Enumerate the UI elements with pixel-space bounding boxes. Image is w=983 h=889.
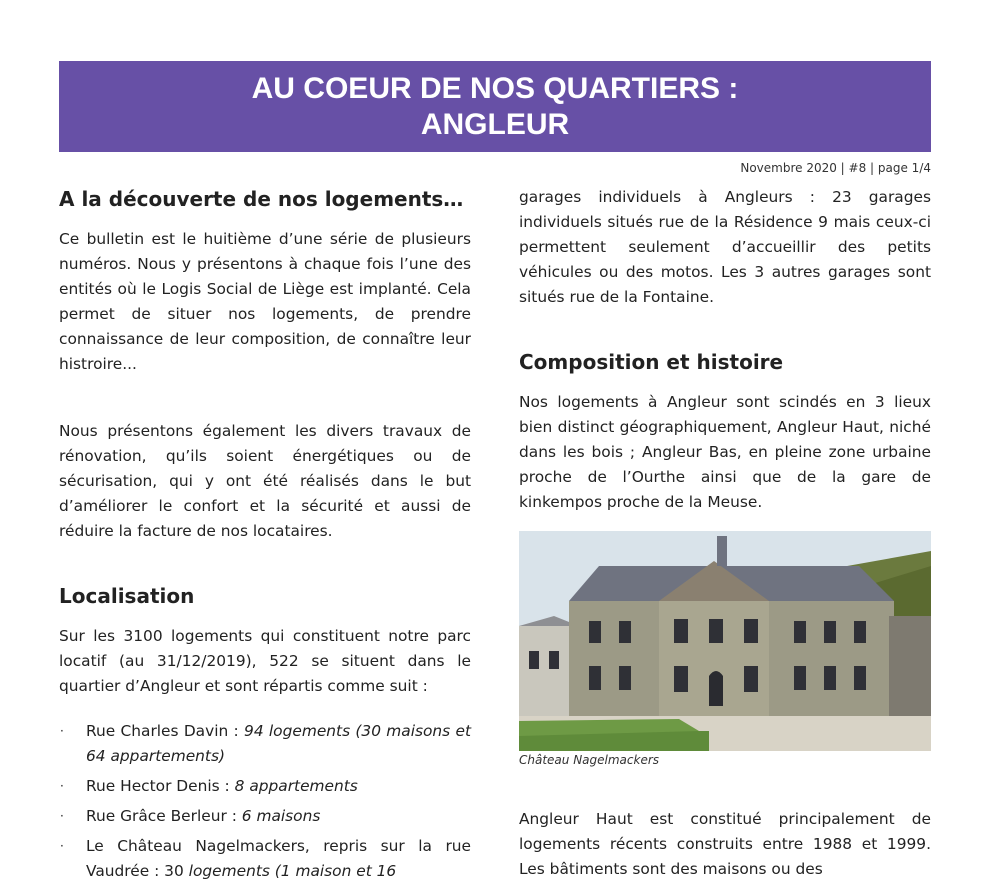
address-list <box>59 719 471 884</box>
issue-meta: Novembre 2020 | #8 | page 1/4 <box>740 161 931 175</box>
list-item: · Le Château Nagelmackers, repris sur la rue Vaudrée : 30 logements (1 maison et 16 <box>60 837 471 880</box>
intro-paragraph-2: Nous présentons également les divers travaux de rénovation, qu’ils soient énergétiques ou de sécurisation, qui y ont été réalisés dans le but d’améliorer le confort et la sécurité et aussi de réduire la facture de nos locataires. <box>59 422 471 540</box>
heading-composition: Composition et histoire <box>519 350 784 374</box>
right-column <box>519 185 931 882</box>
list-item: · Rue Hector Denis : 8 appartements <box>60 777 358 795</box>
intro-paragraph-1: Ce bulletin est le huitième d’une série de plusieurs numéros. Nous y présentons à chaque fois l’une des entités où le Logis Social de Liège est implanté. Cela permet de situer nos logements, de prendre connaissance de leur composition, de connaître leur histroire... <box>59 230 471 373</box>
chateau-photo <box>519 531 931 751</box>
garages-paragraph: garages individuels à Angleurs : 23 garages individuels situés rue de la Résidence 9 mais ceux-ci permettent seulement d’accueillir des petits véhicules ou des motos. Les 3 autres garages sont situés rue de la Fontaine. <box>519 188 931 306</box>
heading-decouverte: A la découverte de nos logements… <box>59 187 464 211</box>
page-title-line2: ANGLEUR <box>420 108 570 141</box>
page-title-line1: AU COEUR DE NOS QUARTIERS : <box>251 72 739 105</box>
photo-caption: Château Nagelmackers <box>519 753 660 767</box>
localisation-paragraph: Sur les 3100 logements qui constituent notre parc locatif (au 31/12/2019), 522 se situent dans le quartier d’Angleur et sont répartis comme suit : <box>59 627 471 695</box>
title-banner <box>59 61 931 152</box>
left-column <box>59 185 471 889</box>
list-item: · Rue Grâce Berleur : 6 maisons <box>60 807 321 825</box>
list-item: · Rue Charles Davin : 94 logements (30 maisons et 64 appartements) <box>60 722 471 765</box>
heading-localisation: Localisation <box>59 584 195 608</box>
composition-paragraph: Nos logements à Angleur sont scindés en 3 lieux bien distinct géographiquement, Angleur Haut, niché dans les bois ; Angleur Bas, en pleine zone urbaine proche de l’Ourthe ainsi que de la gare de kinkempos proche de la Meuse. <box>519 393 931 511</box>
angleur-haut-paragraph: Angleur Haut est constitué principalement de logements récents construits entre 1988 et 1999. Les bâtiments sont des maisons ou des <box>519 810 931 878</box>
